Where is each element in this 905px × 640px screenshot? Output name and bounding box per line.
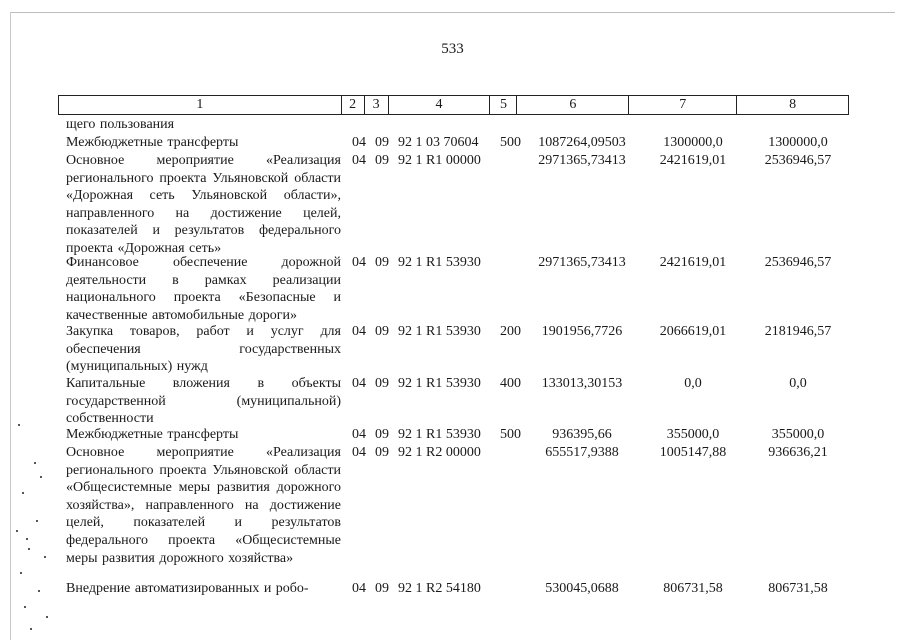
row-amount-7: 0,0 (684, 376, 702, 391)
row-target-code: 92 1 R1 53930 (398, 255, 481, 270)
row-amount-6: 530045,0688 (545, 581, 619, 596)
scan-border-left (10, 12, 11, 640)
row-amount-6: 133013,30153 (541, 376, 623, 391)
row-section: 04 (352, 445, 366, 460)
row-name: Внедрение автоматизированных и робо- (66, 581, 309, 596)
row-amount-7: 1005147,88 (659, 445, 727, 460)
row-amount-6: 655517,9388 (545, 445, 619, 460)
row-amount-6: 1087264,09503 (538, 135, 626, 150)
row-amount-7: 2421619,01 (659, 255, 727, 270)
row-subsection: 09 (375, 135, 389, 150)
row-amount-8: 806731,58 (768, 581, 828, 596)
row-section: 04 (352, 135, 366, 150)
row-amount-7: 2421619,01 (659, 153, 727, 168)
row-amount-8: 1300000,0 (768, 135, 828, 150)
row-section: 04 (352, 581, 366, 596)
row-name: Межбюджетные трансферты (66, 135, 239, 150)
row-subsection: 09 (375, 445, 389, 460)
row-amount-6: 2971365,73413 (538, 153, 626, 168)
row-subsection: 09 (375, 153, 389, 168)
row-name: Основное мероприятие «Реализация регионального проекта Ульяновской области «Общесистемные меры развития дорожного хозяйства», направленного на достижение целей, показателей и результатов федерального проекта «Общесистемные меры развития дорожного хозяйства» (66, 445, 341, 566)
row-subsection: 09 (375, 376, 389, 391)
header-col-6: 6 (517, 96, 629, 114)
row-subsection: 09 (375, 427, 389, 442)
row-subsection: 09 (375, 255, 389, 270)
row-amount-6: 936395,66 (552, 427, 612, 442)
header-col-2: 2 (342, 96, 365, 114)
row-target-code: 92 1 03 70604 (398, 135, 479, 150)
scan-border-top (10, 12, 895, 13)
row-name: Финансовое обеспечение дорожной деятельности в рамках реализации национального проекта «Безопасные и качественные автомобильные дороги» (66, 255, 341, 323)
row-amount-8: 936636,21 (768, 445, 828, 460)
row-amount-8: 2181946,57 (764, 324, 832, 339)
row-name: Основное мероприятие «Реализация регионального проекта Ульяновской области «Дорожная сеть Ульяновской области», направленного на достижение целей, показателей и результатов федерального проекта «Дорожная сеть» (66, 153, 341, 256)
row-target-code: 92 1 R1 53930 (398, 324, 481, 339)
row-amount-8: 2536946,57 (764, 255, 832, 270)
row-section: 04 (352, 376, 366, 391)
row-amount-7: 1300000,0 (663, 135, 723, 150)
row-section: 04 (352, 255, 366, 270)
header-col-7: 7 (629, 96, 737, 114)
row-section: 04 (352, 324, 366, 339)
page-number: 533 (441, 41, 464, 57)
row-subsection: 09 (375, 581, 389, 596)
row-amount-7: 2066619,01 (659, 324, 727, 339)
row-target-code: 92 1 R1 00000 (398, 153, 481, 168)
row-name: Капитальные вложения в объекты государственной (муниципальной) собственности (66, 376, 341, 427)
row-expense-type: 200 (500, 324, 521, 339)
row-subsection: 09 (375, 324, 389, 339)
table-header (58, 95, 849, 115)
header-col-5: 5 (490, 96, 517, 114)
row-section: 04 (352, 427, 366, 442)
row-expense-type: 500 (500, 135, 521, 150)
row-amount-6: 1901956,7726 (541, 324, 623, 339)
row-amount-7: 806731,58 (663, 581, 723, 596)
row-amount-6: 2971365,73413 (538, 255, 626, 270)
row-target-code: 92 1 R1 53930 (398, 376, 481, 391)
row-expense-type: 500 (500, 427, 521, 442)
row-target-code: 92 1 R2 54180 (398, 581, 481, 596)
row-target-code: 92 1 R2 00000 (398, 445, 481, 460)
row-name: щего пользования (66, 117, 175, 132)
row-amount-7: 355000,0 (666, 427, 720, 442)
row-amount-8: 355000,0 (771, 427, 825, 442)
row-name: Межбюджетные трансферты (66, 427, 239, 442)
row-section: 04 (352, 153, 366, 168)
row-expense-type: 400 (500, 376, 521, 391)
header-col-4: 4 (389, 96, 491, 114)
header-col-1: 1 (59, 96, 342, 114)
row-amount-8: 0,0 (789, 376, 807, 391)
row-amount-8: 2536946,57 (764, 153, 832, 168)
header-col-8: 8 (789, 97, 797, 112)
header-col-3: 3 (365, 96, 389, 114)
row-name: Закупка товаров, работ и услуг для обеспечения государственных (муниципальных) нужд (66, 324, 341, 375)
row-target-code: 92 1 R1 53930 (398, 427, 481, 442)
